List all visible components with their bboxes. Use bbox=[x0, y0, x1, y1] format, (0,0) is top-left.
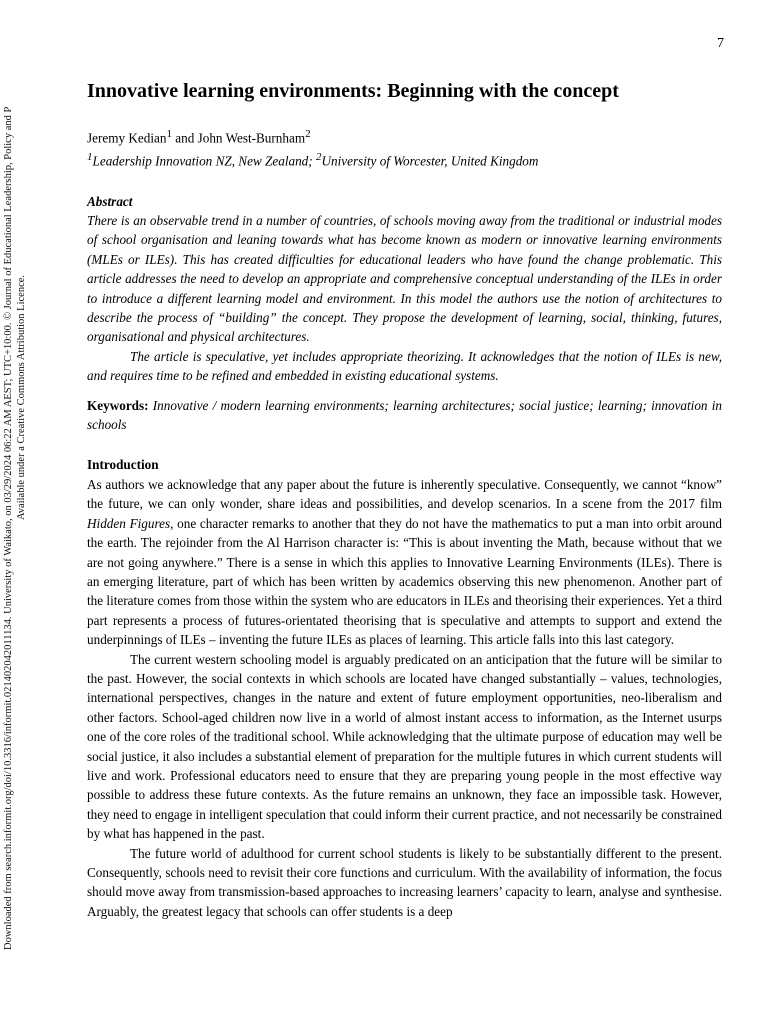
keywords-text: Innovative / modern learning environments; learning architectures; social justice; learning; innovation in schools bbox=[87, 397, 722, 433]
download-notice-line1: Downloaded from search.informit.org/doi/10.3316/informit.021402042011134. University of Waikato, on 03/29/2024 06:22 AM AEST; UTC+10:00. © Journal of Educational Leadership, Policy and P bbox=[3, 106, 14, 950]
abstract-section bbox=[87, 192, 722, 386]
affiliation-line bbox=[87, 148, 722, 171]
license-notice: Available under a Creative Commons Attribution Licence. bbox=[16, 274, 27, 520]
download-notice bbox=[2, 0, 46, 1024]
abstract-heading: Abstract bbox=[87, 193, 133, 209]
abstract-paragraph: There is an observable trend in a number of countries, of schools moving away from the traditional or industrial modes of school organisation and leaning towards what has become known as modern or innovative learning environments (MLEs or ILEs). This has created difficulties for educational leaders who have found the change problematic. This article addresses the need to develop an appropriate and comprehensive conceptual understanding of the ILEs in order to introduce a different learning model and environment. In this model the authors use the notion of architectures to describe the process of “building” the concept. They propose the development of learning, social, thinking, futures, organisational and physical architectures. bbox=[87, 213, 722, 345]
author-line bbox=[87, 125, 722, 148]
film-title: Hidden Figures bbox=[87, 515, 171, 531]
introduction-section bbox=[87, 455, 722, 921]
author-superscript: 1 bbox=[166, 128, 172, 140]
body-paragraph bbox=[87, 475, 722, 650]
affiliation-text: University of Worcester, United Kingdom bbox=[321, 153, 539, 169]
article-body bbox=[87, 78, 722, 921]
affiliation-superscript: 2 bbox=[315, 150, 322, 163]
author-name: Jeremy Kedian bbox=[87, 130, 167, 146]
body-paragraph: The future world of adulthood for current school students is likely to be substantially different to the present. Consequently, schools need to revisit their core functions and curriculum. With the availability of information, the focus should move away from transmission-based approaches to increasing learners’ capacity to learn, analyse and synthesise. Arguably, the greatest legacy that schools can offer students is a deep bbox=[87, 845, 722, 919]
keywords bbox=[87, 396, 722, 435]
section-heading: Introduction bbox=[87, 457, 159, 473]
abstract-paragraph: The article is speculative, yet includes appropriate theorizing. It acknowledges that the notion of ILEs is new, and requires time to be refined and embedded in existing educational systems. bbox=[87, 348, 722, 384]
paragraph-text: As authors we acknowledge that any paper about the future is inherently speculative. Consequently, we cannot “know” the future, we can only wonder, share ideas and possibilities, and develop scenarios. In a scene from the 2017 film bbox=[87, 476, 722, 512]
paragraph-text: , one character remarks to another that they do not have the mathematics to put a man into orbit around the earth. The rejoinder from the Al Harrison character is: “This is about inventing the Math, because without that we are not going anywhere.” There is a sense in which this applies to Innovative Learning Environments (ILEs). There is an emerging literature, part of which has been written by academics observing this new phenomenon. Another part of the literature comes from those within the system who are educators in ILEs and theorising their experiences. Yet a third part represents a process of futures-orientated theorising that is speculative and attempts to support and extend the underpinnings of ILEs – inventing the future ILEs as places of learning. This article falls into this last category. bbox=[87, 515, 723, 648]
author-conjunction: and bbox=[171, 130, 198, 146]
affiliation-text: Leadership Innovation NZ, New Zealand; bbox=[92, 153, 316, 169]
page-number: 7 bbox=[717, 36, 724, 51]
body-paragraph: The current western schooling model is arguably predicated on an anticipation that the future will be similar to the past. However, the social contexts in which schools are located have changed substantially – values, technologies, international perspectives, changes in the nature and extent of future employment opportunities, neo-liberalism and other factors. School-aged children now live in a world of almost instant access to information, as the Internet usurps one of the core roles of the traditional school. While acknowledging that the ultimate purpose of education may well be social justice, it also includes a substantial element of preparation for the multiple futures in which current students will live and work. Professional educators need to ensure that they are preparing young people in the most effective way possible to address these future contexts. As the future remains an unknown, they face an impossible task. However, they need to engage in intelligent speculation that could inform their current practice, and not necessarily be constrained by what has happened in the past. bbox=[87, 651, 722, 842]
affiliation-superscript: 1 bbox=[87, 150, 93, 163]
keywords-label: Keywords: bbox=[87, 397, 149, 413]
article-title: Innovative learning environments: Beginning with the concept bbox=[87, 80, 619, 102]
author-name: John West-Burnham bbox=[197, 130, 306, 146]
author-superscript: 2 bbox=[305, 128, 311, 140]
